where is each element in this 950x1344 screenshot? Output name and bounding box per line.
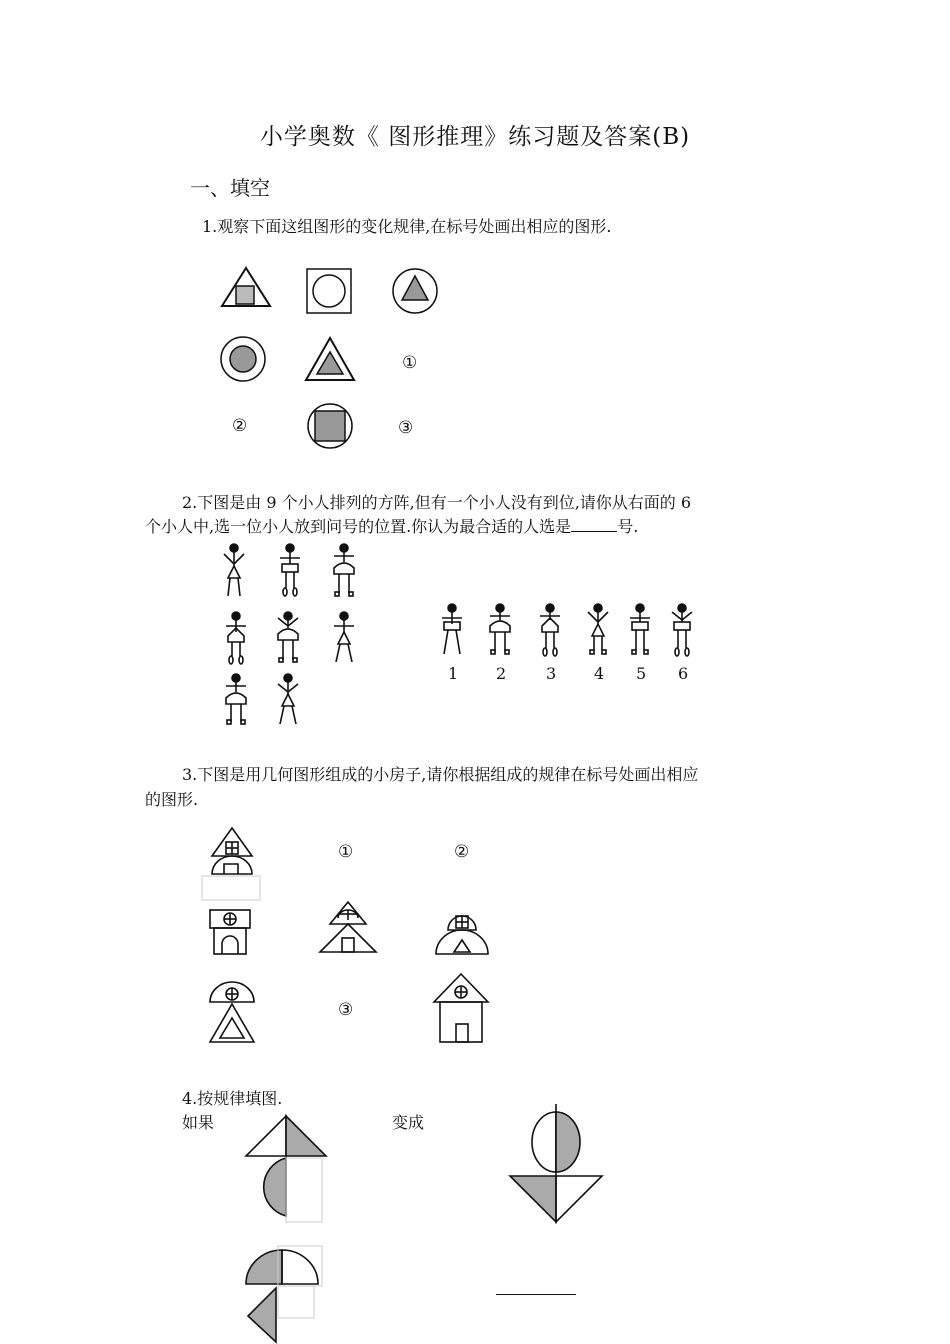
q3-mark-1: ① (338, 842, 354, 862)
q4-answer-line[interactable] (496, 1294, 576, 1295)
q1-triangle-triangle (304, 336, 356, 382)
page-title: 小学奥数《 图形推理》练习题及答案(B) (259, 124, 691, 150)
question-4-text: 4.按规律填图. (182, 1089, 283, 1108)
grid-figure-3 (334, 544, 354, 596)
question-2-suffix: 号. (617, 517, 639, 536)
option-figure-2 (490, 604, 510, 654)
option-label-2: 2 (496, 664, 507, 683)
option-label-4: 4 (594, 664, 605, 683)
grid-figure-8 (278, 674, 298, 724)
q1-circle-square (307, 403, 353, 449)
q3-mark-3: ③ (338, 1000, 354, 1020)
question-2-line2 (145, 514, 638, 540)
q1-circle-circle (220, 336, 266, 382)
house-1 (202, 826, 262, 902)
house-3 (316, 898, 380, 956)
option-figures (432, 600, 702, 664)
grid-figure-1 (224, 544, 244, 596)
option-figure-3 (540, 604, 560, 656)
q4-figure-b (506, 1104, 606, 1226)
option-label-5: 5 (636, 664, 647, 683)
option-figure-4 (588, 604, 608, 654)
house-4 (434, 908, 490, 956)
q1-circle-triangle (392, 268, 438, 314)
option-label-3: 3 (546, 664, 557, 683)
q1-square-circle (306, 268, 352, 314)
house-5 (206, 980, 258, 1044)
house-2 (206, 908, 256, 956)
q4-figure-c (240, 1246, 326, 1344)
option-label-6: 6 (678, 664, 689, 683)
figure-grid (210, 540, 370, 730)
grid-figure-4 (226, 612, 246, 664)
becomes-label: 变成 (392, 1113, 425, 1132)
q1-mark-1: ① (402, 353, 418, 373)
option-figure-6 (672, 604, 692, 656)
grid-figure-7 (226, 674, 246, 724)
answer-blank[interactable] (571, 517, 617, 532)
option-figure-1 (442, 604, 462, 654)
question-2-line1: 2.下图是由 9 个小人排列的方阵,但有一个小人没有到位,请你从右面的 6 (182, 493, 692, 512)
grid-figure-5 (278, 612, 298, 662)
q4-figure-a (244, 1114, 328, 1226)
question-3-line1: 3.下图是用几何图形组成的小房子,请你根据组成的规律在标号处画出相应 (182, 765, 699, 784)
option-figure-5 (630, 604, 650, 654)
option-label-1: 1 (448, 664, 459, 683)
grid-figure-6 (334, 612, 354, 662)
house-6 (432, 972, 490, 1044)
question-1-text: 1.观察下面这组图形的变化规律,在标号处画出相应的图形. (202, 217, 612, 236)
section-heading: 一、填空 (190, 176, 270, 200)
q3-mark-2: ② (454, 842, 470, 862)
q1-triangle-square (220, 266, 272, 312)
question-3-line2: 的图形. (145, 790, 199, 809)
if-label: 如果 (182, 1113, 215, 1132)
q1-mark-3: ③ (398, 418, 414, 438)
question-2-line2-text: 个小人中,选一位小人放到问号的位置.你认为最合适的人选是 (145, 517, 572, 536)
grid-figure-2 (280, 544, 300, 596)
q1-mark-2: ② (232, 416, 248, 436)
